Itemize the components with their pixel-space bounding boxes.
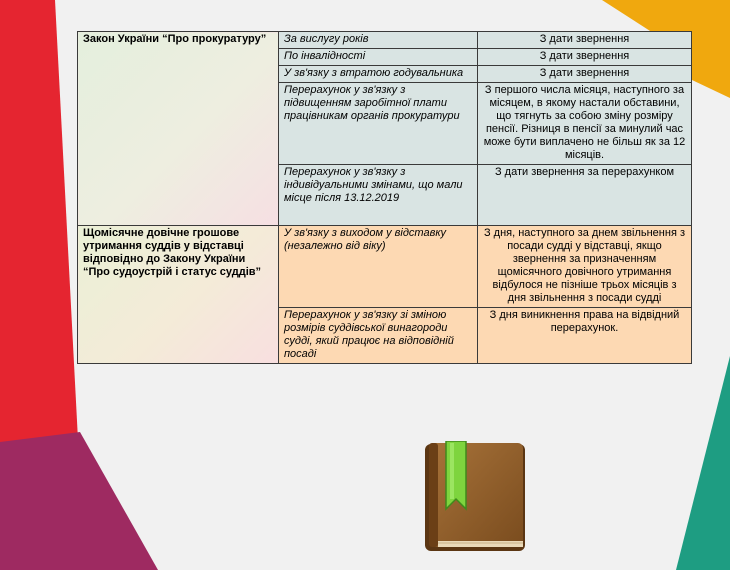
condition-cell: Перерахунок у зв'язку з підвищенням заробітної плати працівникам органів прокуратури [279,83,478,165]
date-cell: З дати звернення [478,66,692,83]
date-cell: З дати звернення за перерахунком [478,165,692,226]
table-row [78,226,692,308]
law-judges-cell: Щомісячне довічне грошове утримання суддів у відставці відповідно до Закону України “Про судоустрій і статус суддів” [78,226,279,364]
table-row [78,32,692,49]
date-cell: З дати звернення [478,32,692,49]
condition-cell: У зв'язку з виходом у відставку (незалежно від віку) [279,226,478,308]
date-cell: З дня виникнення права на відвідний перерахунок. [478,308,692,364]
condition-cell: По інвалідності [279,49,478,66]
condition-cell: Перерахунок у зв'язку з індивідуальними змінами, що мали місце після 13.12.2019 [279,165,478,226]
condition-cell: У зв'язку з втратою годувальника [279,66,478,83]
book-with-bookmark-icon [423,441,527,553]
law-prosecution-cell: Закон України “Про прокуратуру” [78,32,279,226]
pension-table [77,31,692,364]
date-cell: З дати звернення [478,49,692,66]
date-cell: З першого числа місяця, наступного за місяцем, в якому настали обставини, що тягнуть за собою зміну розміру пенсії. Різниця в пенсії за минулий час може бути виплачено не більш як за 12 місяців. [478,83,692,165]
condition-cell: Перерахунок у зв'язку зі зміною розмірів суддівської винагороди судді, який працює на відповідній посаді [279,308,478,364]
date-cell: З дня, наступного за днем звільнення з посади судді у відставці, якщо звернення за призначенням щомісячного довічного утримання відбулося не пізніше трьох місяців з дня звільнення з посади судді [478,226,692,308]
condition-cell: За вислугу років [279,32,478,49]
